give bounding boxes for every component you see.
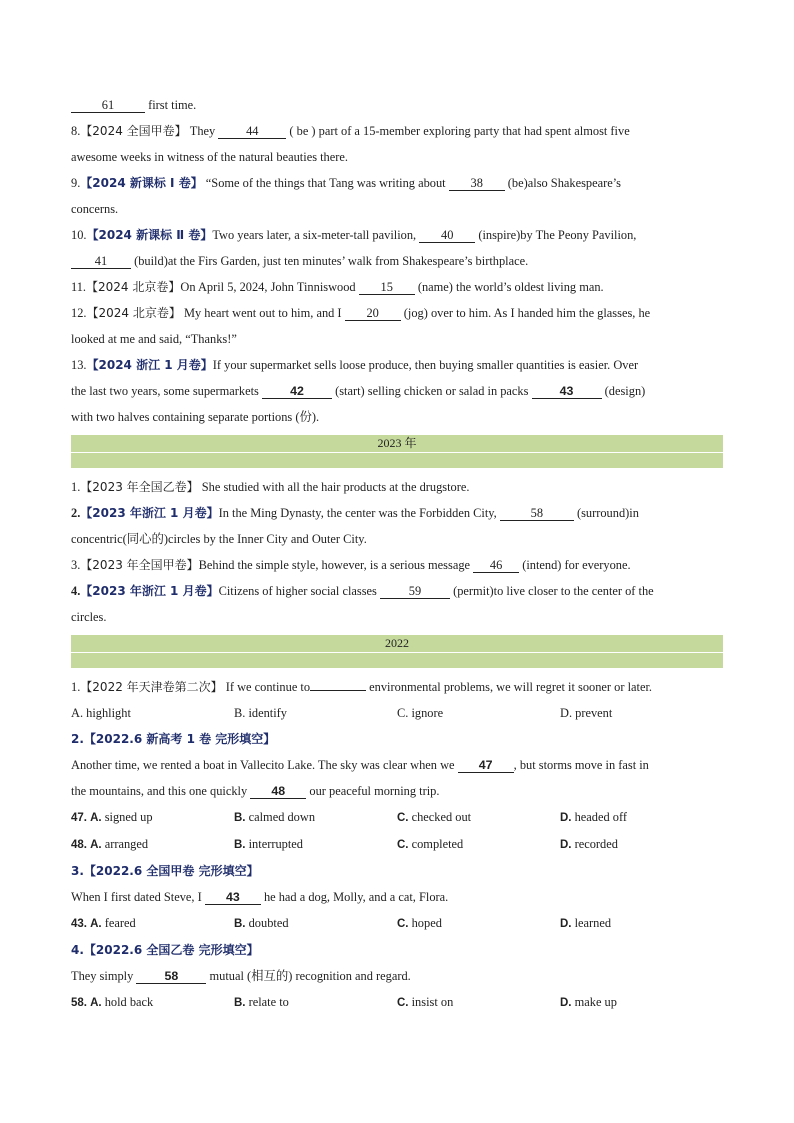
- question-2023-3: 3.【2023 年全国甲卷】Behind the simple style, however, is a serious message 46 (intend) for everyone.: [71, 558, 631, 572]
- blank-20: 20: [345, 306, 401, 321]
- question-source: 【2024 北京卷】: [86, 306, 181, 320]
- option-a: 43. A. feared: [71, 916, 136, 930]
- option-a: 48. A. arranged: [71, 837, 149, 851]
- option-d: D. prevent: [560, 706, 613, 720]
- blank-42: 42: [262, 384, 332, 399]
- option-b: B. interrupted: [234, 837, 303, 851]
- options-48: [71, 831, 723, 858]
- question-2022-4-header: 4.【2022.6 全国乙卷 完形填空】: [71, 943, 259, 957]
- question-11: 11.【2024 北京卷】On April 5, 2024, John Tinniswood 15 (name) the world’s oldest living man.: [71, 280, 604, 294]
- blank-46: 46: [473, 558, 519, 573]
- blank-48: 48: [250, 784, 306, 799]
- option-d: D. make up: [560, 995, 617, 1009]
- blank-61: 61: [71, 98, 145, 113]
- blank-40: 40: [419, 228, 475, 243]
- question-source: 【2024 新课标 Ⅰ 卷】: [80, 176, 203, 190]
- question-2022-3: When I first dated Steve, I 43 he had a dog, Molly, and a cat, Flora.: [71, 890, 449, 904]
- blank-44: 44: [218, 124, 286, 139]
- blank-empty: [310, 690, 366, 691]
- question-2022-3-header: 3.【2022.6 全国甲卷 完形填空】: [71, 864, 259, 878]
- question-2022-2: Another time, we rented a boat in Vallecito Lake. The sky was clear when we 47 , but storms move in fast in the mountains, and this one quickly 48 our peaceful morning trip.: [71, 758, 649, 798]
- question-2022-1: 1.【2022 年天津卷第二次】 If we continue to environmental problems, we will regret it sooner or later.: [71, 680, 652, 694]
- question-source: 【2023 年浙江 1 月卷】: [80, 506, 219, 520]
- blank-47: 47: [458, 758, 514, 773]
- blank-59: 59: [380, 584, 450, 599]
- question-source: 【2022 年天津卷第二次】: [80, 680, 223, 694]
- option-b: B. identify: [234, 706, 287, 720]
- question-source: 【2023 年全国甲卷】: [80, 558, 199, 572]
- question-source: 【2024 新课标 Ⅱ 卷】: [86, 228, 213, 242]
- blank-43: 43: [205, 890, 261, 905]
- option-a: A. highlight: [71, 706, 131, 720]
- option-b: B. doubted: [234, 916, 289, 930]
- question-source: 【2024 北京卷】: [86, 280, 181, 294]
- continued-line: 61 first time.: [71, 92, 723, 118]
- question-12: 12.【2024 北京卷】 My heart went out to him, and I 20 (jog) over to him. As I handed him the glasses, he looked at me and said, “Thanks!”: [71, 306, 651, 346]
- option-c: C. hoped: [397, 916, 442, 930]
- option-d: D. learned: [560, 916, 612, 930]
- blank-41: 41: [71, 254, 131, 269]
- option-b: B. calmed down: [234, 810, 316, 824]
- option-c: C. ignore: [397, 706, 444, 720]
- option-c: C. insist on: [397, 995, 454, 1009]
- blank-38: 38: [449, 176, 505, 191]
- blank-43: 43: [532, 384, 602, 399]
- options-47: [71, 804, 723, 831]
- question-2023-1: 1.【2023 年全国乙卷】 She studied with all the hair products at the drugstore.: [71, 480, 470, 494]
- options-58: [71, 989, 723, 1016]
- section-header-2023: 2023 年: [71, 435, 723, 468]
- options-2022-1: [71, 700, 723, 726]
- document-page: [71, 92, 723, 1016]
- question-2022-2-header: 2.【2022.6 新高考 1 卷 完形填空】: [71, 732, 276, 746]
- option-c: C. completed: [397, 837, 464, 851]
- blank-58: 58: [136, 969, 206, 984]
- options-43: [71, 910, 723, 937]
- question-2022-4: They simply 58 mutual (相互的) recognition and regard.: [71, 969, 411, 983]
- question-9: 9.【2024 新课标 Ⅰ 卷】 “Some of the things that Tang was writing about 38 (be)also Shakespeare’s concerns.: [71, 176, 621, 216]
- option-d: D. recorded: [560, 837, 618, 851]
- question-source: 【2024 浙江 1 月卷】: [86, 358, 213, 372]
- blank-58: 58: [500, 506, 574, 521]
- question-2023-4: 4.【2023 年浙江 1 月卷】Citizens of higher social classes 59 (permit)to live closer to the center of the circles.: [71, 584, 654, 624]
- blank-15: 15: [359, 280, 415, 295]
- question-source: 【2023 年浙江 1 月卷】: [80, 584, 219, 598]
- question-13: 13.【2024 浙江 1 月卷】If your supermarket sells loose produce, then buying smaller quantities is easier. Over the last two years, some supermarkets 42 (start) selling chicken or salad in packs 43 (design) with two halves containing separate portions (份).: [71, 358, 646, 424]
- option-a: 47. A. signed up: [71, 810, 153, 824]
- option-b: B. relate to: [234, 995, 289, 1009]
- question-8: 8.【2024 全国甲卷】 They 44 ( be ) part of a 15-member exploring party that had spent almost five awesome weeks in witness of the natural beauties there.: [71, 124, 630, 164]
- question-source: 【2023 年全国乙卷】: [80, 480, 199, 494]
- section-header-2022: 2022: [71, 635, 723, 668]
- option-a: 58. A. hold back: [71, 995, 154, 1009]
- option-c: C. checked out: [397, 810, 472, 824]
- option-d: D. headed off: [560, 810, 628, 824]
- question-10: 10.【2024 新课标 Ⅱ 卷】Two years later, a six-meter-tall pavilion, 40 (inspire)by The Peony Pavilion, 41 (build)at the Firs Garden, just ten minutes’ walk from Shakespeare’s birthplace.: [71, 228, 637, 268]
- question-2023-2: 2.【2023 年浙江 1 月卷】In the Ming Dynasty, the center was the Forbidden City, 58 (surround)in concentric(同心的)circles by the Inner City and Outer City.: [71, 506, 639, 546]
- question-source: 【2024 全国甲卷】: [80, 124, 187, 138]
